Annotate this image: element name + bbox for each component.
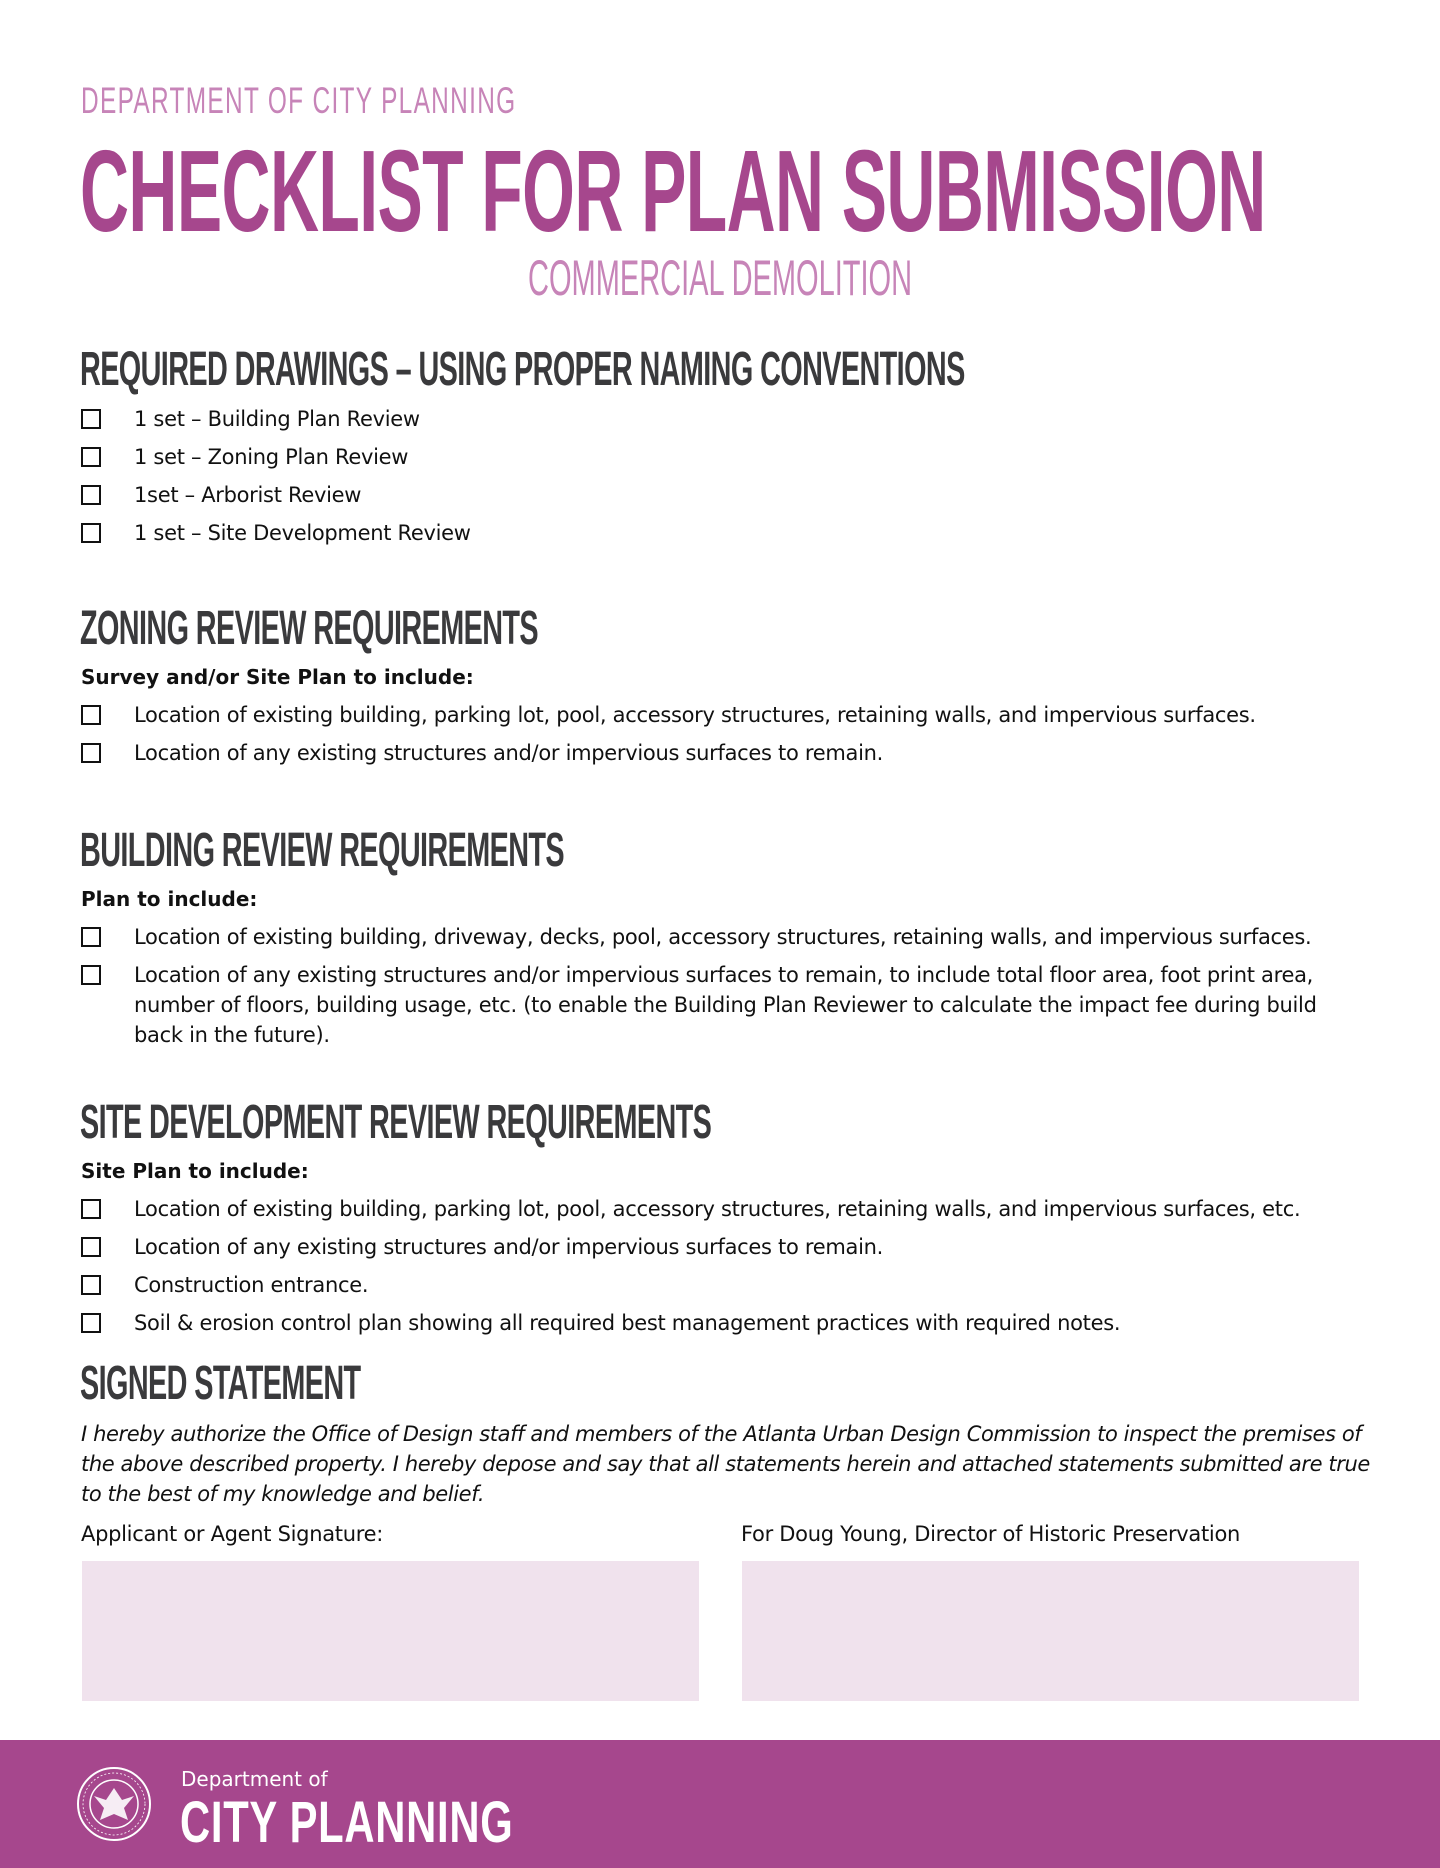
checklist-item[interactable] [81, 518, 1361, 548]
signed-heading: SIGNED STATEMENT [80, 1357, 361, 1410]
footer-department-label: Department of [181, 1767, 328, 1791]
site-sub-label: Site Plan to include: [81, 1159, 309, 1183]
checkbox[interactable] [81, 1237, 101, 1257]
checklist-item-label: Location of any existing structures and/or impervious surfaces to remain, to include total floor area, foot print area, number of floors, building usage, etc. (to enable the Building Plan Reviewer to calculate the impact fee during build back in the future). [134, 963, 1317, 1047]
applicant-signature-label: Applicant or Agent Signature: [81, 1522, 384, 1546]
checklist-item-label: Location of any existing structures and/or impervious surfaces to remain. [134, 1235, 884, 1259]
checklist-item-label: Location of existing building, driveway, decks, pool, accessory structures, retaining walls, and impervious surfaces. [134, 925, 1312, 949]
checklist-item[interactable] [81, 480, 1361, 510]
checklist-item-label: Location of existing building, parking lot, pool, accessory structures, retaining walls, and impervious surfaces. [134, 703, 1256, 727]
checklist-item[interactable] [81, 1270, 1361, 1300]
checklist-item[interactable] [81, 738, 1361, 768]
checklist-item-label: Soil & erosion control plan showing all required best management practices with required notes. [134, 1311, 1121, 1335]
checklist-item[interactable] [81, 1308, 1361, 1338]
checklist-item-label: 1 set – Building Plan Review [134, 407, 420, 431]
checklist-item-label: Location of any existing structures and/or impervious surfaces to remain. [134, 741, 884, 765]
checkbox[interactable] [81, 409, 101, 429]
checkbox[interactable] [81, 743, 101, 763]
city-seal-icon [76, 1766, 152, 1842]
director-signature-label: For Doug Young, Director of Historic Preservation [741, 1522, 1241, 1546]
checklist-item-label: 1 set – Site Development Review [134, 521, 471, 545]
checkbox[interactable] [81, 1313, 101, 1333]
checklist-item[interactable] [81, 442, 1361, 472]
zoning-sub-label: Survey and/or Site Plan to include: [81, 665, 474, 689]
site-heading: SITE DEVELOPMENT REVIEW REQUIREMENTS [80, 1096, 712, 1149]
checklist-item-label: 1 set – Zoning Plan Review [134, 445, 409, 469]
drawings-heading: REQUIRED DRAWINGS – USING PROPER NAMING CONVENTIONS [80, 343, 965, 396]
checkbox[interactable] [81, 485, 101, 505]
checkbox[interactable] [81, 705, 101, 725]
checkbox[interactable] [81, 447, 101, 467]
building-heading: BUILDING REVIEW REQUIREMENTS [80, 824, 565, 877]
department-label: DEPARTMENT OF CITY PLANNING [81, 80, 517, 121]
checkbox[interactable] [81, 965, 101, 985]
applicant-signature-field[interactable] [82, 1561, 699, 1701]
subtitle-wrapper [0, 250, 1440, 306]
footer-title: CITY PLANNING [180, 1790, 514, 1855]
footer [0, 1740, 1440, 1868]
checklist-item[interactable] [81, 960, 1361, 1050]
signed-statement: I hereby authorize the Office of Design staff and members of the Atlanta Urban Design Commission to inspect the premises of the above described property. I hereby depose and say that all statements herein and attached statements submitted are true to the best of my knowledge and belief. [81, 1422, 1370, 1506]
checklist-item[interactable] [81, 1194, 1361, 1224]
page-title: CHECKLIST FOR PLAN SUBMISSION [80, 126, 1266, 256]
checklist-item[interactable] [81, 1232, 1361, 1262]
checkbox[interactable] [81, 1199, 101, 1219]
checklist-item-label: Construction entrance. [134, 1273, 369, 1297]
checklist-item[interactable] [81, 700, 1361, 730]
building-sub-label: Plan to include: [81, 887, 258, 911]
checkbox[interactable] [81, 523, 101, 543]
page-subtitle: COMMERCIAL DEMOLITION [527, 250, 913, 306]
checklist-item[interactable] [81, 922, 1361, 952]
checklist-item-label: Location of existing building, parking lot, pool, accessory structures, retaining walls, and impervious surfaces, etc. [134, 1197, 1301, 1221]
checklist-item-label: 1set – Arborist Review [134, 483, 362, 507]
checkbox[interactable] [81, 927, 101, 947]
director-signature-field[interactable] [742, 1561, 1359, 1701]
checklist-item[interactable] [81, 404, 1361, 434]
zoning-heading: ZONING REVIEW REQUIREMENTS [80, 602, 539, 655]
checkbox[interactable] [81, 1275, 101, 1295]
